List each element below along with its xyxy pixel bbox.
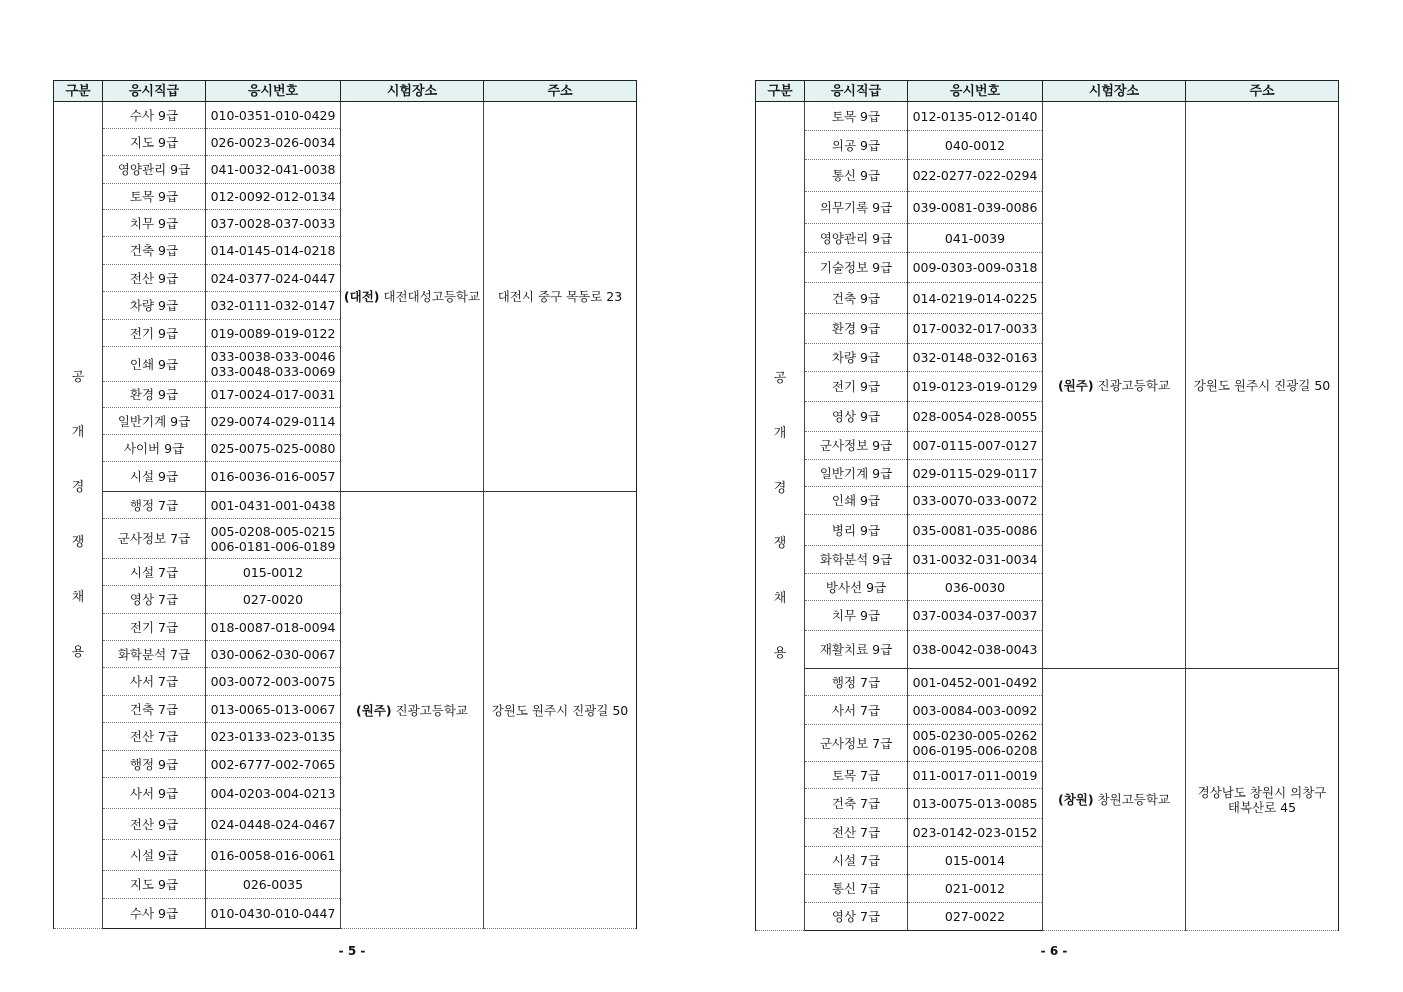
exam-number: 028-0054-028-0055 [912,409,1038,424]
exam-number-cell [908,283,1043,314]
grade-cell: 지도 9급 [103,871,206,899]
exam-number: 023-0133-023-0135 [210,729,336,744]
exam-number: 016-0058-016-0061 [210,847,336,863]
header-grade: 응시직급 [805,81,908,102]
table-row [756,102,1339,131]
grade-cell: 차량 9급 [805,344,908,372]
exam-number: 036-0030 [944,579,1006,595]
grade-cell: 영상 7급 [805,903,908,931]
exam-number-cell [908,762,1043,789]
exam-number: 014-0219-014-0225 [912,290,1038,306]
exam-number-cell [206,809,341,840]
exam-number: 021-0012 [944,881,1006,896]
exam-number-cell [908,696,1043,725]
exam-number-cell [908,253,1043,283]
page-number: - 5 - [338,944,366,958]
exam-number-cell [206,462,341,492]
exam-number: 013-0065-013-0067 [210,701,336,717]
exam-number-cell [206,614,341,641]
exam-number-cell [206,184,341,210]
exam-number: 037-0028-037-0033 [210,215,336,231]
place-name: 진광고등학교 [391,702,468,718]
exam-number: 029-0115-029-0117 [912,465,1038,481]
address-cell [1186,102,1339,669]
grade-cell: 사이버 9급 [103,435,206,462]
exam-number-cell [908,192,1043,224]
grade-cell: 군사정보 7급 [103,519,206,559]
place-name: 대전대성고등학교 [379,289,481,304]
place-code: (창원) [1057,792,1094,807]
exam-number-cell [206,840,341,871]
grade-cell: 행정 9급 [103,751,206,778]
header-address: 주소 [484,81,637,102]
exam-number-cell [908,789,1043,819]
grade-cell: 건축 9급 [103,237,206,265]
exam-number: 041-0032-041-0038 [210,162,336,177]
address-cell [484,102,637,492]
table-row [756,669,1339,696]
exam-number-cell [206,435,341,462]
exam-number: 026-0023-026-0034 [210,134,336,150]
exam-number-cell [908,344,1043,372]
grade-cell: 전산 9급 [103,265,206,292]
table-row [54,492,637,519]
category-label: 공개경쟁채용 [71,370,85,660]
exam-number-cell [206,129,341,156]
address-line: 대전시 중구 목동로 23 [497,289,623,304]
exam-number-cell [908,515,1043,546]
header-grade: 응시직급 [103,81,206,102]
exam-schedule-table-page-6 [755,80,1339,931]
grade-cell: 전기 7급 [103,614,206,641]
exam-number: 022-0277-022-0294 [912,168,1038,183]
address-cell [1186,669,1339,931]
page-number: - 6 - [1040,944,1068,958]
grade-cell: 영상 9급 [805,402,908,432]
exam-number-2: 006-0195-006-0208 [912,743,1038,758]
exam-number-cell [908,903,1043,931]
exam-number: 023-0142-023-0152 [912,825,1038,840]
exam-number-cell [206,156,341,184]
category-cell [54,102,103,929]
header-number: 응시번호 [908,81,1043,102]
grade-cell: 토목 7급 [805,762,908,789]
grade-cell: 사서 9급 [103,778,206,809]
grade-cell: 건축 7급 [805,789,908,819]
exam-number-cell [206,723,341,751]
header-row [756,81,1339,102]
exam-number: 003-0084-003-0092 [912,702,1038,718]
exam-number: 035-0081-035-0086 [912,522,1038,538]
exam-place-cell [341,492,484,929]
exam-number-cell [908,460,1043,487]
grade-cell: 치무 9급 [103,210,206,237]
exam-number: 017-0032-017-0033 [912,321,1038,336]
grade-cell: 건축 9급 [805,283,908,314]
exam-number-cell [908,131,1043,160]
grade-cell: 통신 9급 [805,160,908,192]
grade-cell: 환경 9급 [805,314,908,344]
exam-number: 015-0012 [242,564,304,580]
exam-number: 018-0087-018-0094 [210,619,336,635]
grade-cell: 화학분석 7급 [103,641,206,668]
grade-cell: 기술정보 9급 [805,253,908,283]
exam-number-cell [908,819,1043,847]
grade-cell: 전산 9급 [103,809,206,840]
exam-number: 031-0032-031-0034 [912,552,1038,567]
grade-cell: 시설 7급 [805,847,908,875]
exam-number: 007-0115-007-0127 [912,438,1038,453]
grade-cell: 행정 7급 [805,669,908,696]
grade-cell: 행정 7급 [103,492,206,519]
grade-cell: 건축 7급 [103,696,206,723]
exam-number-cell [206,778,341,809]
grade-cell: 전산 7급 [103,723,206,751]
exam-number: 002-6777-002-7065 [210,756,336,772]
exam-number-cell [908,102,1043,131]
grade-cell: 일반기계 9급 [103,408,206,435]
grade-cell: 군사정보 7급 [805,725,908,762]
exam-number-cell [206,668,341,696]
exam-number: 005-0230-005-0262 [912,728,1038,743]
exam-number-cell [908,224,1043,253]
address-cell [484,492,637,929]
category-label: 공개경쟁채용 [773,371,787,661]
exam-number: 001-0431-001-0438 [210,497,336,513]
exam-number-cell [206,519,341,559]
exam-number: 024-0448-024-0467 [210,816,336,832]
exam-number: 012-0092-012-0134 [210,189,336,204]
grade-cell: 의무기록 9급 [805,192,908,224]
grade-cell: 수사 9급 [103,102,206,129]
grade-cell: 토목 9급 [805,102,908,131]
exam-number-cell [206,559,341,586]
exam-place-cell [341,102,484,492]
grade-cell: 지도 9급 [103,129,206,156]
exam-number-cell [908,574,1043,601]
exam-number-cell [206,265,341,292]
exam-number: 001-0452-001-0492 [912,674,1038,690]
grade-cell: 전산 7급 [805,819,908,847]
address-line: 강원도 원주시 진광길 50 [491,702,629,718]
grade-cell: 시설 7급 [103,559,206,586]
exam-number: 037-0034-037-0037 [912,608,1038,623]
exam-number-cell [206,408,341,435]
exam-number-cell [908,402,1043,432]
grade-cell: 영상 7급 [103,586,206,614]
exam-place-cell [1043,102,1186,669]
exam-number-cell [908,601,1043,631]
exam-number: 011-0017-011-0019 [912,767,1038,783]
grade-cell: 전기 9급 [805,372,908,402]
exam-number: 005-0208-005-0215 [210,523,336,539]
exam-number-cell [206,382,341,408]
header-place: 시험장소 [341,81,484,102]
address-line-2: 태복산로 45 [1227,799,1297,815]
exam-number-cell [206,696,341,723]
place-name: 창원고등학교 [1093,792,1170,807]
exam-number: 032-0111-032-0147 [210,298,336,313]
grade-cell: 치무 9급 [805,601,908,631]
exam-number: 014-0145-014-0218 [210,243,336,258]
exam-number: 010-0351-010-0429 [210,107,336,123]
category-cell [756,102,805,931]
exam-number-cell [908,725,1043,762]
grade-cell: 재활치료 9급 [805,631,908,669]
grade-cell: 인쇄 9급 [805,487,908,515]
exam-number-cell [206,751,341,778]
exam-number-cell [206,347,341,382]
grade-cell: 일반기계 9급 [805,460,908,487]
exam-number-cell [908,546,1043,574]
grade-cell: 영양관리 9급 [103,156,206,184]
exam-number: 026-0035 [242,877,304,892]
exam-number-cell [908,432,1043,460]
exam-number-cell [206,492,341,519]
grade-cell: 시설 9급 [103,462,206,492]
exam-number: 003-0072-003-0075 [210,674,336,689]
exam-number: 019-0123-019-0129 [912,379,1038,394]
exam-number: 012-0135-012-0140 [912,108,1038,124]
exam-number: 015-0014 [944,853,1006,868]
grade-cell: 인쇄 9급 [103,347,206,382]
exam-number-cell [908,847,1043,875]
exam-number-cell [908,314,1043,344]
exam-number-cell [908,669,1043,696]
exam-number: 032-0148-032-0163 [912,350,1038,365]
exam-number-cell [206,641,341,668]
place-name: 진광고등학교 [1093,377,1170,393]
exam-number: 013-0075-013-0085 [912,796,1038,811]
exam-number: 027-0020 [242,592,304,607]
exam-number: 030-0062-030-0067 [210,646,336,662]
grade-cell: 사서 7급 [103,668,206,696]
grade-cell: 환경 9급 [103,382,206,408]
exam-number-cell [206,237,341,265]
exam-number: 041-0039 [944,230,1006,246]
grade-cell: 전기 9급 [103,320,206,347]
exam-schedule-table-page-5 [53,80,637,929]
exam-place-cell [1043,669,1186,931]
header-row [54,81,637,102]
exam-number: 033-0070-033-0072 [912,493,1038,508]
header-number: 응시번호 [206,81,341,102]
exam-number: 019-0089-019-0122 [210,325,336,341]
grade-cell: 병리 9급 [805,515,908,546]
exam-number-cell [206,102,341,129]
exam-number: 004-0203-004-0213 [210,785,336,801]
place-code: (대전) [343,289,380,304]
exam-number-cell [206,899,341,929]
exam-number-2: 033-0048-033-0069 [210,364,336,379]
exam-number-cell [206,210,341,237]
exam-number: 038-0042-038-0043 [912,642,1038,657]
exam-number-2: 006-0181-006-0189 [210,538,336,554]
exam-number: 027-0022 [944,909,1006,924]
exam-number: 010-0430-010-0447 [210,906,336,921]
exam-number-cell [206,871,341,899]
header-category: 구분 [54,81,103,102]
grade-cell: 시설 9급 [103,840,206,871]
exam-number-cell [908,631,1043,669]
header-category: 구분 [756,81,805,102]
exam-number: 039-0081-039-0086 [912,200,1038,215]
grade-cell: 통신 7급 [805,875,908,903]
grade-cell: 차량 9급 [103,292,206,320]
exam-number-cell [908,487,1043,515]
exam-number-cell [908,160,1043,192]
header-address: 주소 [1186,81,1339,102]
exam-number: 017-0024-017-0031 [210,387,336,402]
grade-cell: 의공 9급 [805,131,908,160]
grade-cell: 수사 9급 [103,899,206,929]
exam-number: 025-0075-025-0080 [210,440,336,456]
address-line: 강원도 원주시 진광길 50 [1193,377,1331,393]
exam-number-cell [206,320,341,347]
grade-cell: 사서 7급 [805,696,908,725]
grade-cell: 영양관리 9급 [805,224,908,253]
address-line: 경상남도 창원시 의창구 [1197,784,1327,800]
exam-number: 033-0038-033-0046 [210,349,336,364]
exam-number: 016-0036-016-0057 [210,469,336,484]
grade-cell: 화학분석 9급 [805,546,908,574]
exam-number-cell [206,586,341,614]
grade-cell: 방사선 9급 [805,574,908,601]
header-place: 시험장소 [1043,81,1186,102]
exam-number: 040-0012 [944,137,1006,153]
table-row [54,102,637,129]
exam-number-cell [908,875,1043,903]
grade-cell: 토목 9급 [103,184,206,210]
grade-cell: 군사정보 9급 [805,432,908,460]
exam-number-cell [908,372,1043,402]
place-code: (원주) [1057,377,1094,393]
exam-number: 029-0074-029-0114 [210,413,336,429]
place-code: (원주) [355,702,392,718]
exam-number-cell [206,292,341,320]
exam-number: 009-0303-009-0318 [912,260,1038,275]
exam-number: 024-0377-024-0447 [210,270,336,286]
